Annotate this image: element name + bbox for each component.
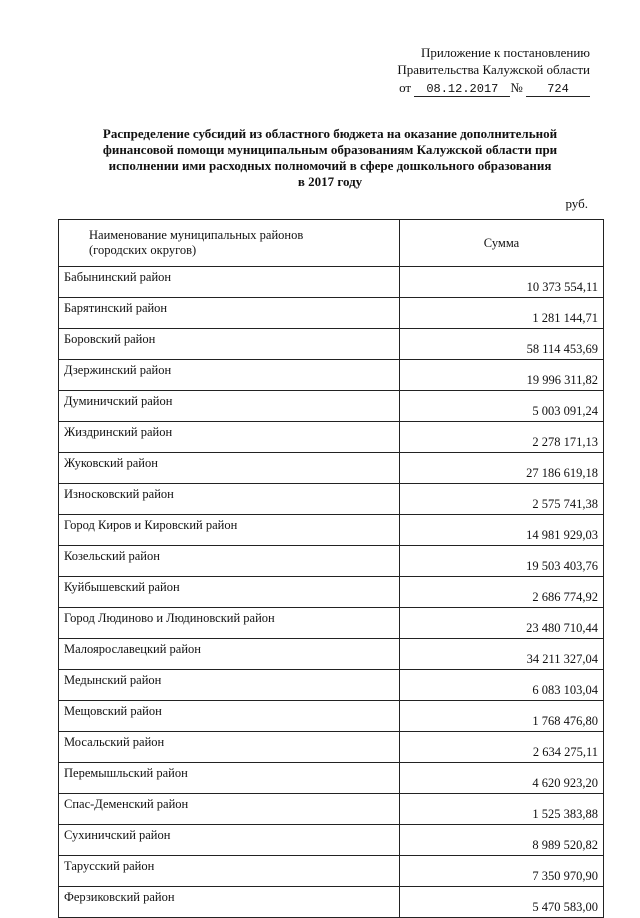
document-header (397, 44, 590, 97)
district-name: Куйбышевский район (59, 577, 400, 608)
subsidy-amount: 1 281 144,71 (400, 298, 604, 329)
district-name: Город Людиново и Людиновский район (59, 608, 400, 639)
table-row (59, 391, 604, 422)
district-name: Думиничский район (59, 391, 400, 422)
table-row (59, 515, 604, 546)
district-name: Мосальский район (59, 732, 400, 763)
table-row (59, 608, 604, 639)
title-line-2: финансовой помощи муниципальным образованиям Калужской области при (102, 142, 558, 157)
district-name: Малоярославецкий район (59, 639, 400, 670)
district-name: Спас-Деменский район (59, 794, 400, 825)
title-line-4: в 2017 году (297, 174, 363, 189)
district-name: Износковский район (59, 484, 400, 515)
from-label: от (399, 80, 412, 95)
district-name: Сухиничский район (59, 825, 400, 856)
table-row (59, 298, 604, 329)
district-name: Ферзиковский район (59, 887, 400, 918)
table-row (59, 701, 604, 732)
district-name: Боровский район (59, 329, 400, 360)
column-header-name: Наименование муниципальных районов (городских округов) (59, 220, 400, 267)
document-title (60, 126, 600, 190)
column-header-sum: Сумма (400, 220, 604, 267)
district-name: Дзержинский район (59, 360, 400, 391)
subsidy-amount: 2 278 171,13 (400, 422, 604, 453)
subsidy-amount: 4 620 923,20 (400, 763, 604, 794)
district-name: Мещовский район (59, 701, 400, 732)
table-row (59, 422, 604, 453)
table-row (59, 732, 604, 763)
title-line-1: Распределение субсидий из областного бюджета на оказание дополнительной (102, 126, 558, 141)
district-name: Перемышльский район (59, 763, 400, 794)
government-line: Правительства Калужской области (397, 62, 590, 77)
district-name: Тарусский район (59, 856, 400, 887)
district-name: Город Киров и Кировский район (59, 515, 400, 546)
subsidy-amount: 14 981 929,03 (400, 515, 604, 546)
subsidy-amount: 2 575 741,38 (400, 484, 604, 515)
table-row (59, 670, 604, 701)
subsidy-amount: 7 350 970,90 (400, 856, 604, 887)
appendix-line: Приложение к постановлению (420, 45, 590, 60)
subsidy-amount: 2 634 275,11 (400, 732, 604, 763)
subsidy-amount: 5 470 583,00 (400, 887, 604, 918)
subsidy-amount: 8 989 520,82 (400, 825, 604, 856)
table-row (59, 856, 604, 887)
table-header-row (59, 220, 604, 267)
district-name: Козельский район (59, 546, 400, 577)
table-row (59, 763, 604, 794)
subsidy-amount: 58 114 453,69 (400, 329, 604, 360)
subsidy-amount: 23 480 710,44 (400, 608, 604, 639)
subsidy-amount: 6 083 103,04 (400, 670, 604, 701)
resolution-date: 08.12.2017 (414, 82, 510, 97)
subsidy-amount: 1 525 383,88 (400, 794, 604, 825)
table-row (59, 794, 604, 825)
table-row (59, 825, 604, 856)
table-row (59, 484, 604, 515)
table-row (59, 887, 604, 918)
table-row (59, 453, 604, 484)
district-name: Жиздринский район (59, 422, 400, 453)
table-row (59, 360, 604, 391)
district-name: Жуковский район (59, 453, 400, 484)
subsidy-amount: 34 211 327,04 (400, 639, 604, 670)
subsidy-table (58, 219, 604, 918)
subsidy-amount: 19 503 403,76 (400, 546, 604, 577)
subsidy-amount: 10 373 554,11 (400, 267, 604, 298)
subsidy-amount: 27 186 619,18 (400, 453, 604, 484)
table-row (59, 577, 604, 608)
table-row (59, 546, 604, 577)
table-row (59, 329, 604, 360)
subsidy-amount: 2 686 774,92 (400, 577, 604, 608)
subsidy-amount: 19 996 311,82 (400, 360, 604, 391)
number-label: № (510, 80, 523, 95)
district-name: Бабынинский район (59, 267, 400, 298)
title-line-3: исполнении ими расходных полномочий в сфере дошкольного образования (108, 158, 552, 173)
resolution-number: 724 (526, 82, 590, 97)
district-name: Медынский район (59, 670, 400, 701)
resolution-reference (399, 79, 590, 97)
district-name: Барятинский район (59, 298, 400, 329)
table-row (59, 639, 604, 670)
currency-unit: руб. (565, 196, 588, 211)
subsidy-amount: 5 003 091,24 (400, 391, 604, 422)
subsidy-amount: 1 768 476,80 (400, 701, 604, 732)
table-row (59, 267, 604, 298)
